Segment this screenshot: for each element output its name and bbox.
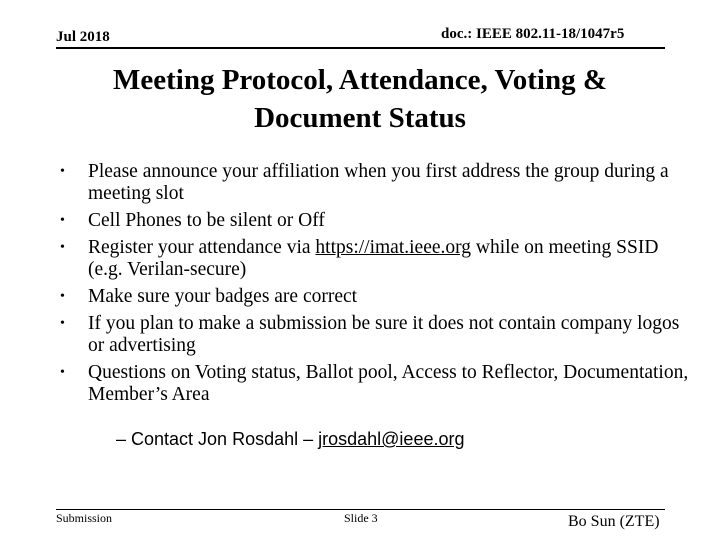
header-doc-id: doc.: IEEE 802.11-18/1047r5: [441, 26, 625, 42]
bullet-text: Questions on Voting status, Ballot pool, Access to Reflector, Documentation, Member’s Area: [88, 362, 689, 405]
bullet-marker: •: [60, 316, 65, 331]
footer-divider: [56, 509, 665, 510]
footer-author: Bo Sun (ZTE): [568, 513, 660, 530]
bullet-text: Please announce your affiliation when you first address the group during a meeting slot: [88, 161, 669, 204]
imat-link[interactable]: https://imat.ieee.org: [315, 237, 472, 258]
email-link[interactable]: jrosdahl@ieee.org: [318, 429, 465, 449]
sub-bullet-contact: [116, 429, 464, 450]
bullet-item: [30, 286, 690, 308]
title-line-1: Meeting Protocol, Attendance, Voting &: [112, 64, 608, 96]
sub-bullet-text: – Contact Jon Rosdahl –: [116, 429, 319, 449]
bullet-list: [30, 161, 690, 411]
bullet-item: [30, 362, 690, 406]
bullet-marker: •: [60, 240, 65, 255]
bullet-marker: •: [60, 289, 65, 304]
bullet-text: If you plan to make a submission be sure it does not contain company logos or advertising: [88, 313, 680, 356]
bullet-item: [30, 161, 690, 205]
header-divider: [56, 47, 665, 49]
bullet-text-suffix: while on meeting SSID (e.g. Verilan-secure): [88, 237, 659, 280]
bullet-marker: •: [60, 365, 65, 380]
bullet-text: Make sure your badges are correct: [88, 286, 358, 307]
bullet-text-prefix: Register your attendance via: [88, 237, 316, 258]
bullet-item: [30, 210, 690, 232]
header-date: Jul 2018: [56, 29, 110, 45]
footer-submission: Submission: [56, 511, 113, 525]
bullet-item: [30, 313, 690, 357]
bullet-marker: •: [60, 164, 65, 179]
title-line-2: Document Status: [254, 102, 466, 134]
footer-slide-number: Slide 3: [344, 511, 378, 525]
slide-title: [60, 61, 660, 137]
bullet-text: Cell Phones to be silent or Off: [88, 210, 325, 231]
bullet-marker: •: [60, 213, 65, 228]
bullet-item: [30, 237, 690, 281]
